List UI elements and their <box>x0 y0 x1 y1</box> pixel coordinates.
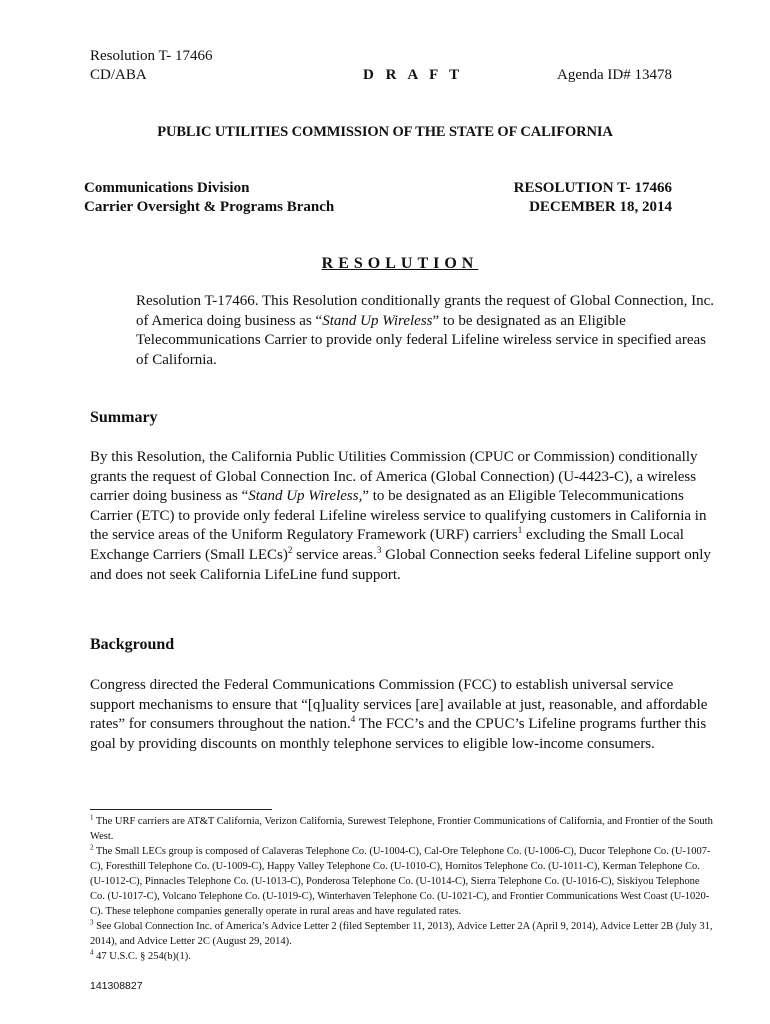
footnote-ref-1[interactable]: 1 <box>517 525 523 536</box>
header-left <box>90 47 213 85</box>
division-block <box>84 179 334 217</box>
footnote-text: The URF carriers are AT&T California, Verizon California, Surewest Telephone, Frontier Communications of California, and Frontier of the South West. <box>90 816 713 842</box>
footnotes <box>90 814 715 964</box>
document-number: 141308827 <box>90 980 143 992</box>
footnote-ref-2[interactable]: 2 <box>287 544 293 555</box>
resolution-reference: Resolution T- 17466 <box>90 48 213 64</box>
footnote-separator <box>90 809 272 810</box>
division-name: Communications Division <box>84 180 250 196</box>
background-text: Congress directed the Federal Communications Commission (FCC) to establish universal service support mechanisms to ensure that “[q]uality services [are] available at just, reasonable, and affordable rates” for consumers throughout the nation. <box>90 677 708 733</box>
agenda-id: Agenda ID# 13478 <box>557 67 672 83</box>
resolution-abstract <box>136 292 721 370</box>
footnote-number: 2 <box>90 843 94 852</box>
summary-paragraph <box>90 448 715 585</box>
resolution-number: RESOLUTION T- 17466 <box>513 180 672 196</box>
resolution-date: DECEMBER 18, 2014 <box>529 199 672 215</box>
abstract-dba: Stand Up Wireless <box>322 312 433 329</box>
summary-text: service areas. <box>292 546 377 563</box>
resolution-block <box>514 179 672 217</box>
background-heading: Background <box>90 636 175 653</box>
summary-heading: Summary <box>90 409 158 426</box>
footnote-text: The Small LECs group is composed of Calaveras Telephone Co. (U-1004-C), Cal-Ore Telephone Co. (U-1006-C), Ducor Telephone Co. (U-1007-C), Foresthill Telephone Co. (U-1009-C), Happy Valley Telephone Co. (U-1010-C), Hornitos Telephone Co. (U-1011-C), Kerman Telephone Co. (U-1012-C), Pinnacles Telephone Co. (U-1013-C), Ponderosa Telephone Co. (U-1014-C), Sierra Telephone Co. (U-1016-C), Siskiyou Telephone Co. (U-1017-C), Volcano Telephone Co. (U-1019-C), Winterhaven Telephone Co. (U-1021-C), and Frontier Communications West Coast (U-1020-C). These telephone companies generally operate in rural areas and have regulated rates. <box>90 846 711 917</box>
footnote-4 <box>90 949 715 964</box>
footnote-3 <box>90 919 715 949</box>
footnote-text: 47 U.S.C. § 254(b)(1). <box>93 951 191 962</box>
footnote-ref-4[interactable]: 4 <box>350 714 356 725</box>
resolution-title: RESOLUTION <box>321 255 479 272</box>
branch-name: Carrier Oversight & Programs Branch <box>84 199 335 215</box>
footnote-text: See Global Connection Inc. of America’s Advice Letter 2 (filed September 11, 2013), Advice Letter 2A (April 9, 2014), Advice Letter 2B (July 31, 2014), and Advice Letter 2C (August 29, 2014). <box>90 921 713 947</box>
abstract-text: Resolution T-17466. This Resolution conditionally grants the request of Global Connection, Inc. of America doing business as “ <box>136 293 714 329</box>
summary-text: Global Connection seeks federal Lifeline support only and does not seek California LifeLine fund support. <box>90 546 711 583</box>
summary-dba: Stand Up Wireless, <box>248 488 363 505</box>
commission-title: PUBLIC UTILITIES COMMISSION OF THE STATE OF CALIFORNIA <box>157 124 613 140</box>
footnote-number: 3 <box>90 918 94 927</box>
abstract-text-end: ” to be designated as an Eligible Telecommunications Carrier to provide only federal Lifeline wireless service in specified areas of California. <box>136 312 706 368</box>
background-paragraph <box>90 676 715 754</box>
summary-text: ” to be designated as an Eligible Telecommunications Carrier (ETC) to provide only federal Lifeline wireless service to qualifying customers in California in the service areas of the Uniform Regulatory Framework (URF) carriers <box>90 488 707 544</box>
division-code: CD/ABA <box>90 67 147 83</box>
summary-text: excluding the Small Local Exchange Carriers (Small LECs) <box>90 527 684 563</box>
footnote-1 <box>90 814 715 844</box>
footnote-number: 4 <box>90 948 94 957</box>
background-text: The FCC’s and the CPUC’s Lifeline programs further this goal by providing discounts on monthly telephone services to eligible low-income consumers. <box>90 716 707 752</box>
summary-text: By this Resolution, the California Public Utilities Commission (CPUC or Commission) conditionally grants the request of Global Connection Inc. of America (Global Connection) (U-4423-C), a wireless carrier doing business as “ <box>90 449 698 505</box>
footnote-2 <box>90 844 715 919</box>
footnote-number: 1 <box>90 813 94 822</box>
draft-label: D R A F T <box>363 67 464 83</box>
footnote-ref-3[interactable]: 3 <box>376 544 382 555</box>
